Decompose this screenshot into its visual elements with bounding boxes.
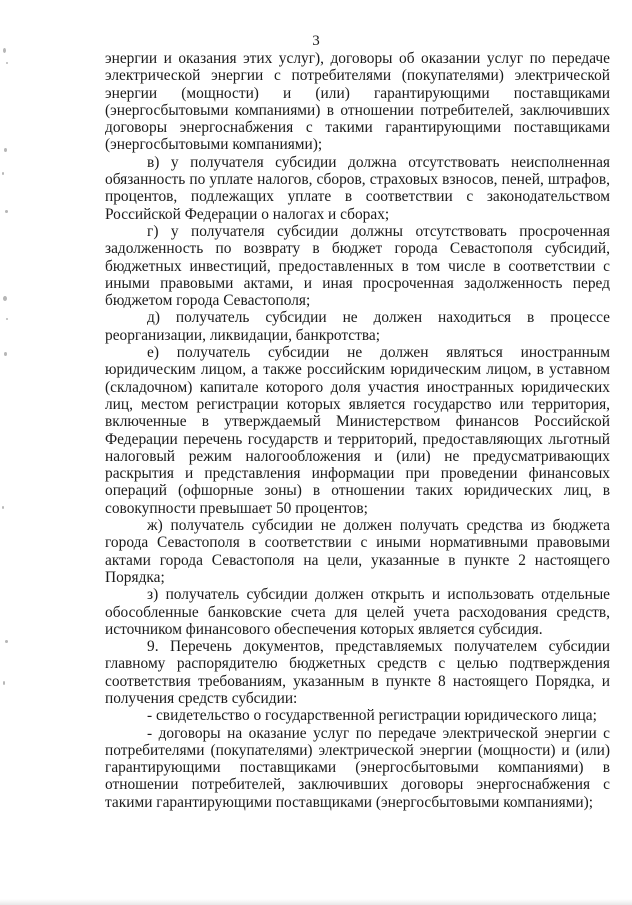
paragraph-continuation: энергии и оказания этих услуг), договоры об оказании услуг по передаче электрической энергии с потребителями (покупателями) электрической энергии (мощности) и (или) гарантирующими поставщиками (энергосбытовыми компаниями) в отношении потребителей, заключивших договоры энергоснабжения с такими гарантирующими поставщиками (энергосбытовыми компаниями); [105,50,610,154]
paragraph-item-e: е) получатель субсидии не должен являться иностранным юридическим лицом, а также российским юридическим лицом, в уставном (складочном) капитале которого доля участия иностранных юридических лиц, местом регистрации которых является государство или территория, включенные в утверждаемый Министерством финансов Российской Федерации перечень государств и территорий, предоставляющих льготный налоговый режим налогообложения и (или) не предусматривающих раскрытия и представления информации при проведении финансовых операций (офшорные зоны) в отношении таких юридических лиц, в совокупности превышает 50 процентов; [105,344,610,517]
scan-speck [3,681,5,685]
scan-speck [3,296,7,301]
paragraph-item-g: г) у получателя субсидии должны отсутствовать просроченная задолженность по возврату в бюджет города Севастополя субсидий, бюджетных инвестиций, предоставленных в том числе в соответствии с иными правовыми актами, и иная просроченная задолженность перед бюджетом города Севастополя; [105,222,610,310]
scan-speck [6,62,8,64]
scan-speck [5,640,8,643]
paragraph-item-v: в) у получателя субсидии должна отсутствовать неисполненная обязанность по уплате налогов, сборов, страховых взносов, пеней, штрафов, процентов, подлежащих уплате в соответствии с законодательством Российской Федерации о налогах и сборах; [105,153,610,223]
document-body [105,50,610,811]
list-item-service-contracts: - договоры на оказание услуг по передаче электрической энергии с потребителями (покупателями) электрической энергии (мощности) и (или) гарантирующими поставщиками (энергосбытовыми компаниями) в отношении потребителей, заключивших договоры энергоснабжения с такими гарантирующими поставщиками (энергосбытовыми компаниями); [105,724,610,811]
scan-speck [2,172,4,175]
paragraph-item-z: з) получатель субсидии должен открыть и использовать отдельные обособленные банковские счета для целей учета расходования средств, источником финансового обеспечения которых является субсидия. [105,586,610,638]
scan-speck [4,352,7,356]
paragraph-item-d: д) получатель субсидии не должен находиться в процессе реорганизации, ликвидации, банкротства; [105,309,610,344]
paragraph-section-9: 9. Перечень документов, представляемых получателем субсидии главному распорядителю бюджетных средств с целью подтверждения соответствия требованиям, указанным в пункте 8 настоящего Порядка, и получения средств субсидии: [105,638,610,707]
scan-speck [6,318,8,320]
paragraph-item-zh: ж) получатель субсидии не должен получать средства из бюджета города Севастополя в соответствии с иными нормативными правовыми актами города Севастополя на цели, указанные в пункте 2 настоящего Порядка; [105,517,610,586]
scan-speck [2,506,4,509]
list-item-registration-certificate: - свидетельство о государственной регистрации юридического лица; [147,707,597,725]
scan-bottom-edge [0,899,632,905]
scan-speck [4,148,7,152]
page-number: 3 [312,33,320,49]
scan-edge-artifacts [0,0,14,905]
scan-speck [5,210,8,213]
